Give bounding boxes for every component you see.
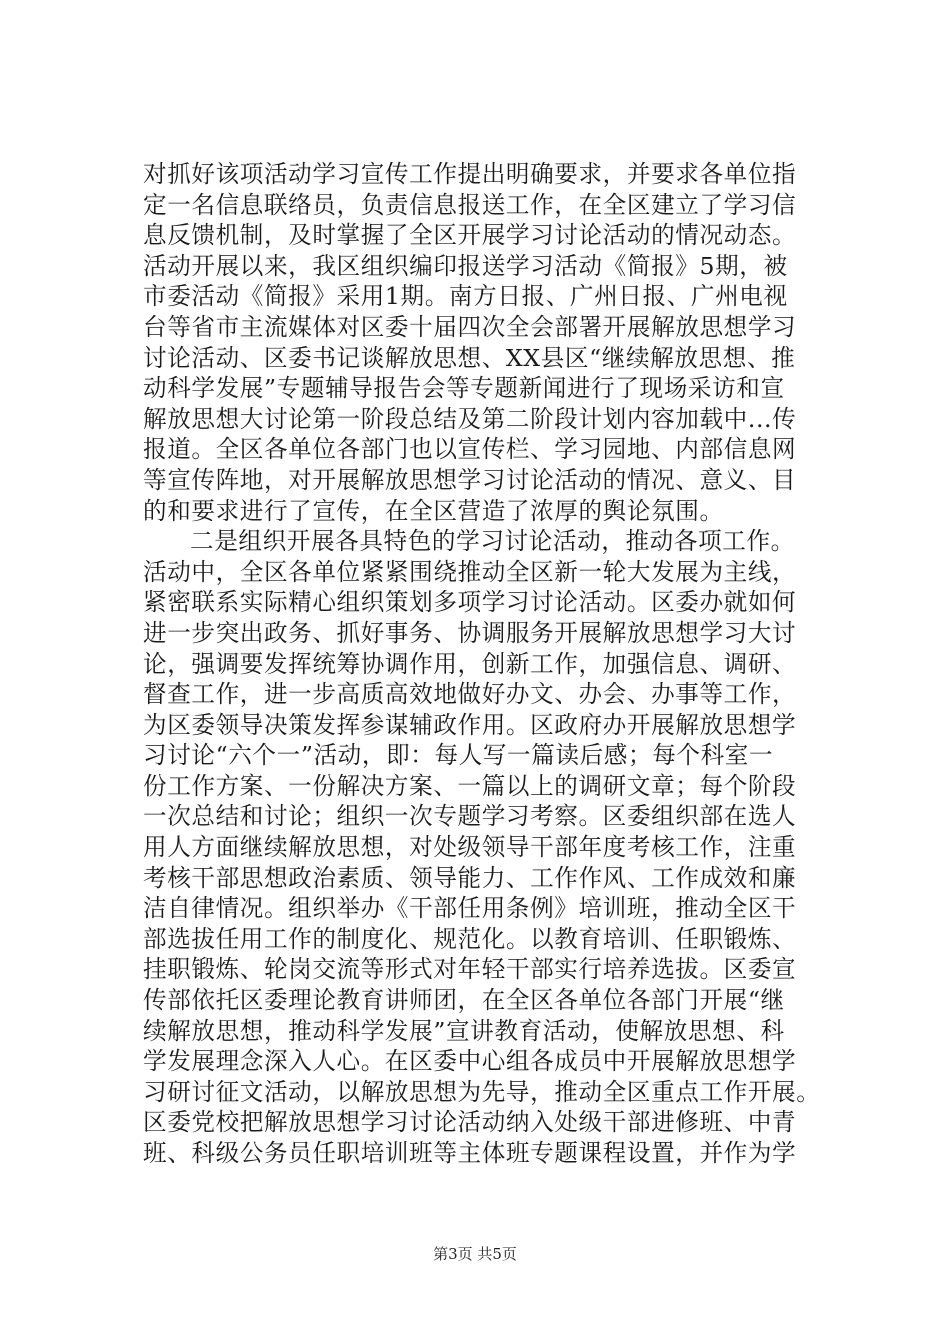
text-line: 督查工作，进一步高质高效地做好办文、办会、办事等工作， <box>143 680 797 709</box>
text-line: 动科学发展”专题辅导报告会等专题新闻进行了现场采访和宣 <box>143 374 785 403</box>
text-line: 洁自律情况。组织举办《干部任用条例》培训班，推动全区干 <box>143 894 797 923</box>
text-line: 活动中，全区各单位紧紧围绕推动全区新一轮大发展为主线， <box>143 557 797 586</box>
text-line: 习研讨征文活动，以解放思想为先导，推动全区重点工作开展。 <box>143 1077 821 1106</box>
text-line: 对抓好该项活动学习宣传工作提出明确要求，并要求各单位指 <box>143 160 797 188</box>
text-line: 进一步突出政务、抓好事务、协调服务开展解放思想学习大讨 <box>143 618 797 647</box>
text-line: 份工作方案、一份解决方案、一篇以上的调研文章；每个阶段 <box>143 771 797 800</box>
text-line: 紧密联系实际精心组织策划多项学习讨论活动。区委办就如何 <box>143 588 797 617</box>
text-line: 台等省市主流媒体对区委十届四次全会部署开展解放思想学习 <box>143 312 797 341</box>
text-line: 区委党校把解放思想学习讨论活动纳入处级干部进修班、中青 <box>143 1108 797 1137</box>
text-line: 续解放思想，推动科学发展”宣讲教育活动，使解放思想、科 <box>143 1016 785 1045</box>
text-line: 论，强调要发挥统筹协调作用，创新工作，加强信息、调研、 <box>143 649 797 678</box>
text-line: 市委活动《简报》采用1期。南方日报、广州日报、广州电视 <box>143 282 788 311</box>
text-line: 的和要求进行了宣传，在全区营造了浓厚的舆论氛围。 <box>143 496 724 525</box>
text-line: 讨论活动、区委书记谈解放思想、XX县区“继续解放思想、推 <box>143 343 796 372</box>
text-line: 息反馈机制，及时掌握了全区开展学习讨论活动的情况动态。 <box>143 221 797 250</box>
text-line: 挂职锻炼、轮岗交流等形式对年轻干部实行培养选拔。区委宣 <box>143 955 797 984</box>
text-line: 报道。全区各单位各部门也以宣传栏、学习园地、内部信息网 <box>143 435 797 464</box>
page-footer: 第3页 共5页 <box>433 1245 517 1263</box>
body-text <box>143 159 823 1169</box>
text-line: 传部依托区委理论教育讲师团，在全区各单位各部门开展“继 <box>143 986 785 1015</box>
text-line: 学发展理念深入人心。在区委中心组各成员中开展解放思想学 <box>143 1047 797 1076</box>
text-line: 部选拔任用工作的制度化、规范化。以教育培训、任职锻炼、 <box>143 924 797 953</box>
text-line: 用人方面继续解放思想，对处级领导干部年度考核工作，注重 <box>143 833 797 862</box>
text-line: 为区委领导决策发挥参谋辅政作用。区政府办开展解放思想学 <box>143 710 797 739</box>
text-line: 活动开展以来，我区组织编印报送学习活动《简报》5期，被 <box>143 251 788 280</box>
text-line: 习讨论“六个一”活动，即：每人写一篇读后感；每个科室一 <box>143 741 774 770</box>
text-line: 解放思想大讨论第一阶段总结及第二阶段计划内容加载中...传 <box>143 404 797 433</box>
text-line: 定一名信息联络员，负责信息报送工作，在全区建立了学习信 <box>143 190 797 219</box>
text-line: 考核干部思想政治素质、领导能力、工作作风、工作成效和廉 <box>143 863 797 892</box>
paragraph-start-line: 二是组织开展各具特色的学习讨论活动，推动各项工作。 <box>190 527 795 556</box>
text-line: 等宣传阵地，对开展解放思想学习讨论活动的情况、意义、目 <box>143 465 797 494</box>
text-line: 一次总结和讨论；组织一次专题学习考察。区委组织部在选人 <box>143 802 797 831</box>
text-line: 班、科级公务员任职培训班等主体班专题课程设置，并作为学 <box>143 1139 797 1167</box>
